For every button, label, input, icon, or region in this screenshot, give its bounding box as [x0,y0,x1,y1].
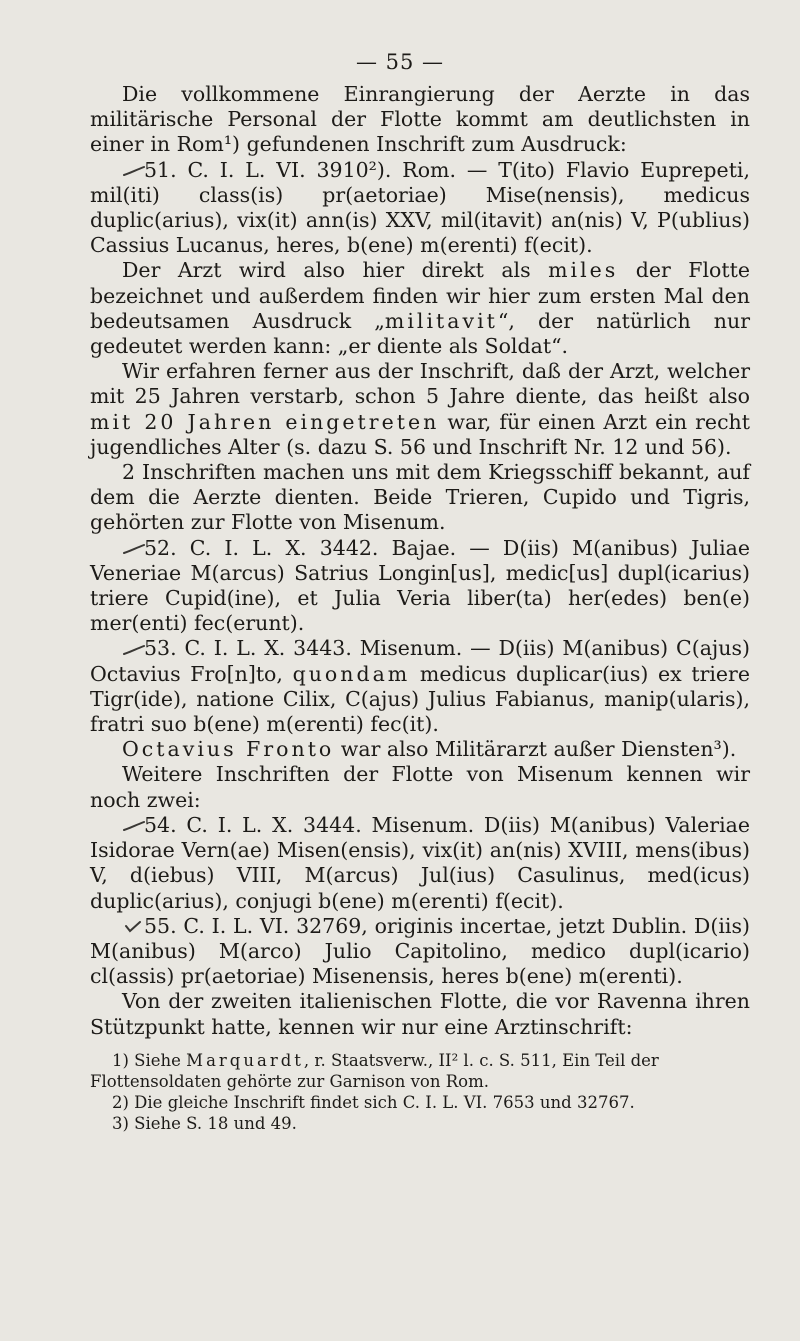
emphasis-age: mit 20 Jahren eingetreten [90,409,440,434]
footnote-1 [90,1050,750,1092]
pencil-check-mark-icon [122,165,146,177]
paragraph-fronto [90,737,750,762]
pencil-check-mark-icon [122,820,146,832]
paragraph-ravenna: Von der zweiten italienischen Flotte, die vor Ravenna ihren Stützpunkt hatte, kennen wir nur eine Arztinschrift: [90,989,750,1039]
page-number: — 55 — [355,50,445,74]
main-text [90,82,750,1040]
term-militavit: militavit [384,308,498,333]
term-quondam: quondam [292,661,411,686]
inscription-55 [90,914,750,990]
paragraph-fronto-text: war also Militärarzt außer Diensten³). [334,737,737,762]
paragraph-miles-part3: “, der natürlich nur gedeutet werden kann: „er diente als Soldat“. [90,308,750,359]
term-miles: miles [548,258,619,283]
pencil-tick-mark-icon [122,921,146,933]
paragraph-age [90,359,750,460]
footnote-2: 2) Die gleiche Inschrift findet sich C. I. L. VI. 7653 und 32767. [112,1092,635,1112]
pencil-check-mark-icon [122,543,146,555]
footnote-1-part2: , r. Staatsverw., II² l. c. S. 511, Ein Teil der Flottensoldaten gehörte zur Garnison von Rom. [90,1050,659,1091]
paragraph-miles-part1: Der Arzt wird also hier direkt als [122,258,549,283]
paragraph-miles [90,258,750,359]
paragraph-miles-part2: der Flotte bezeichnet und außerdem finden wir hier zum ersten Mal den bedeutsamen Ausdruck „ [90,258,750,333]
inscription-52 [90,536,750,637]
inscription-51 [90,158,750,259]
inscription-52-text: 52. C. I. L. X. 3442. Bajae. — D(iis) M(anibus) Juliae Veneriae M(arcus) Satrius Longin[us], medic[us] dupl(icarius) triere Cupid(ine), et Julia Veria liber(ta) her(edes) ben(e) mer(enti) fec(erunt). [90,535,750,636]
pencil-check-mark-icon [122,644,146,656]
name-octavius-fronto: Octavius Fronto [122,737,335,762]
paragraph-intro: Die vollkommene Einrangierung der Aerzte in das militärische Personal der Flotte kommt am deutlichsten in einer in Rom¹) gefundenen Inschrift zum Ausdruck: [90,82,750,157]
inscription-54-text: 54. C. I. L. X. 3444. Misenum. D(iis) M(anibus) Valeriae Isidorae Vern(ae) Misen(ensis), vix(it) an(nis) XVIII, mens(ibus) V, d(iebus) VIII, M(arcus) Jul(ius) Casulinus, med(icus) duplic(arius), conjugi b(ene) m(erenti) f(ecit). [90,812,750,913]
paragraph-age-part1: Wir erfahren ferner aus der Inschrift, daß der Arzt, welcher mit 25 Jahren verstarb, schon 5 Jahre diente, das heißt also [90,359,750,409]
inscription-53 [90,636,750,737]
inscription-54 [90,813,750,914]
inscription-53-part1: 53. C. I. L. X. 3443. Misenum. — D(iis) M(anibus) C(ajus) Octavius Fro[n]to, [90,636,750,686]
inscription-53-part2: medicus duplicar(ius) ex triere Tigr(ide), natione Cilix, C(ajus) Julius Fabianus, manip(ularis), fratri suo b(ene) m(erenti) fec(it). [90,661,750,737]
inscription-51-text: 51. C. I. L. VI. 3910²). Rom. — T(ito) Flavio Euprepeti, mil(iti) class(is) pr(aetoriae) Mise(nensis), medicus duplic(arius), vix(it) ann(is) XXV, mil(itavit) an(nis) V, P(ublius) Cassius Lucanus, heres, b(ene) m(erenti) f(ecit). [90,157,750,258]
footnote-1-part1: 1) Siehe [112,1050,187,1070]
author-marquardt: Marquardt [186,1050,304,1070]
paragraph-further: Weitere Inschriften der Flotte von Misenum kennen wir noch zwei: [90,762,750,812]
footnote-3: 3) Siehe S. 18 und 49. [112,1113,297,1133]
paragraph-warships: 2 Inschriften machen uns mit dem Kriegsschiff bekannt, auf dem die Aerzte dienten. Beide Trieren, Cupido und Tigris, gehörten zur Flotte von Misenum. [90,460,750,535]
footnotes [90,1050,750,1134]
inscription-55-text: 55. C. I. L. VI. 32769, originis incertae, jetzt Dublin. D(iis) M(anibus) M(arco) Julio Capitolino, medico dupl(icario) cl(assis) pr(aetoriae) Misenensis, heres b(ene) m(erenti). [90,913,750,989]
paragraph-age-part2: war, für einen Arzt ein recht jugendliches Alter (s. dazu S. 56 und Inschrift Nr. 12 und 56). [90,409,750,459]
